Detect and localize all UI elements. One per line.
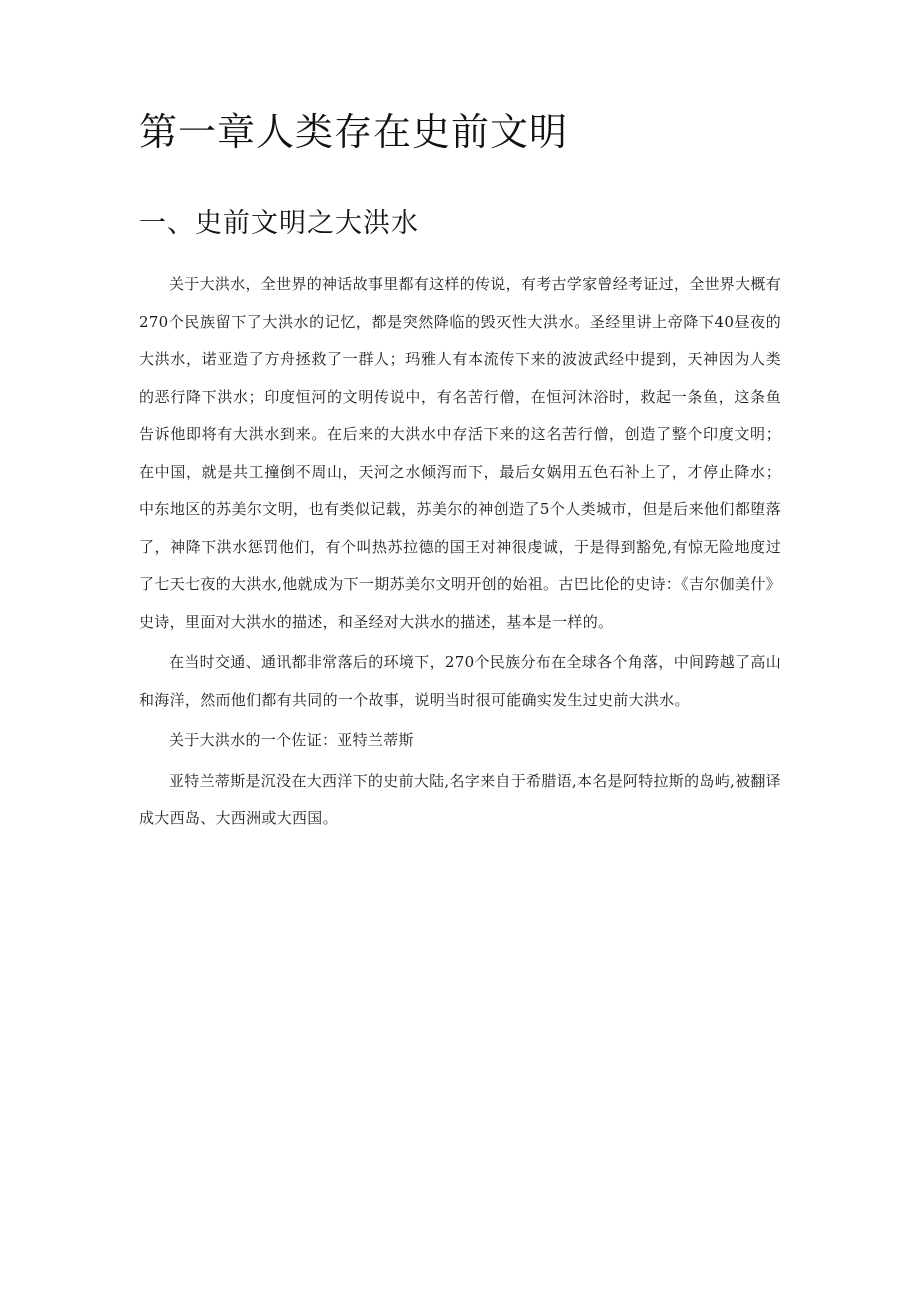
body-text — [139, 266, 781, 841]
paragraph-common-story: 在当时交通、通讯都非常落后的环境下，270个民族分布在全球各个角落，中间跨越了高山和海洋，然而他们都有共同的一个故事，说明当时很可能确实发生过史前大洪水。 — [139, 653, 781, 709]
paragraph-atlantis: 亚特兰蒂斯是沉没在大西洋下的史前大陆,名字来自于希腊语,本名是阿特拉斯的岛屿,被翻译成大西岛、大西洲或大西国。 — [139, 771, 781, 827]
paragraph-flood-myths: 关于大洪水，全世界的神话故事里都有这样的传说，有考古学家曾经考证过，全世界大概有270个民族留下了大洪水的记忆，都是突然降临的毁灭性大洪水。圣经里讲上帝降下40昼夜的大洪水，诺亚造了方舟拯救了一群人；玛雅人有本流传下来的波波武经中提到，天神因为人类的恶行降下洪水；印度恒河的文明传说中，有名苦行僧，在恒河沐浴时，救起一条鱼，这条鱼告诉他即将有大洪水到来。在后来的大洪水中存活下来的这名苦行僧，创造了整个印度文明；在中国，就是共工撞倒不周山，天河之水倾泻而下，最后女娲用五色石补上了，才停止降水；中东地区的苏美尔文明，也有类似记载，苏美尔的神创造了5个人类城市，但是后来他们都堕落了，神降下洪水惩罚他们，有个叫热苏拉德的国王对神很虔诚，于是得到豁免,有惊无险地度过了七天七夜的大洪水,他就成为下一期苏美尔文明开创的始祖。古巴比伦的史诗：《吉尔伽美什》史诗，里面对大洪水的描述，和圣经对大洪水的描述，基本是一样的。 — [139, 275, 782, 631]
paragraph-evidence-heading: 关于大洪水的一个佐证：亚特兰蒂斯 — [169, 731, 414, 749]
chapter-title: 第一章人类存在史前文明 — [139, 110, 569, 154]
section-title: 一、史前文明之大洪水 — [139, 208, 419, 239]
